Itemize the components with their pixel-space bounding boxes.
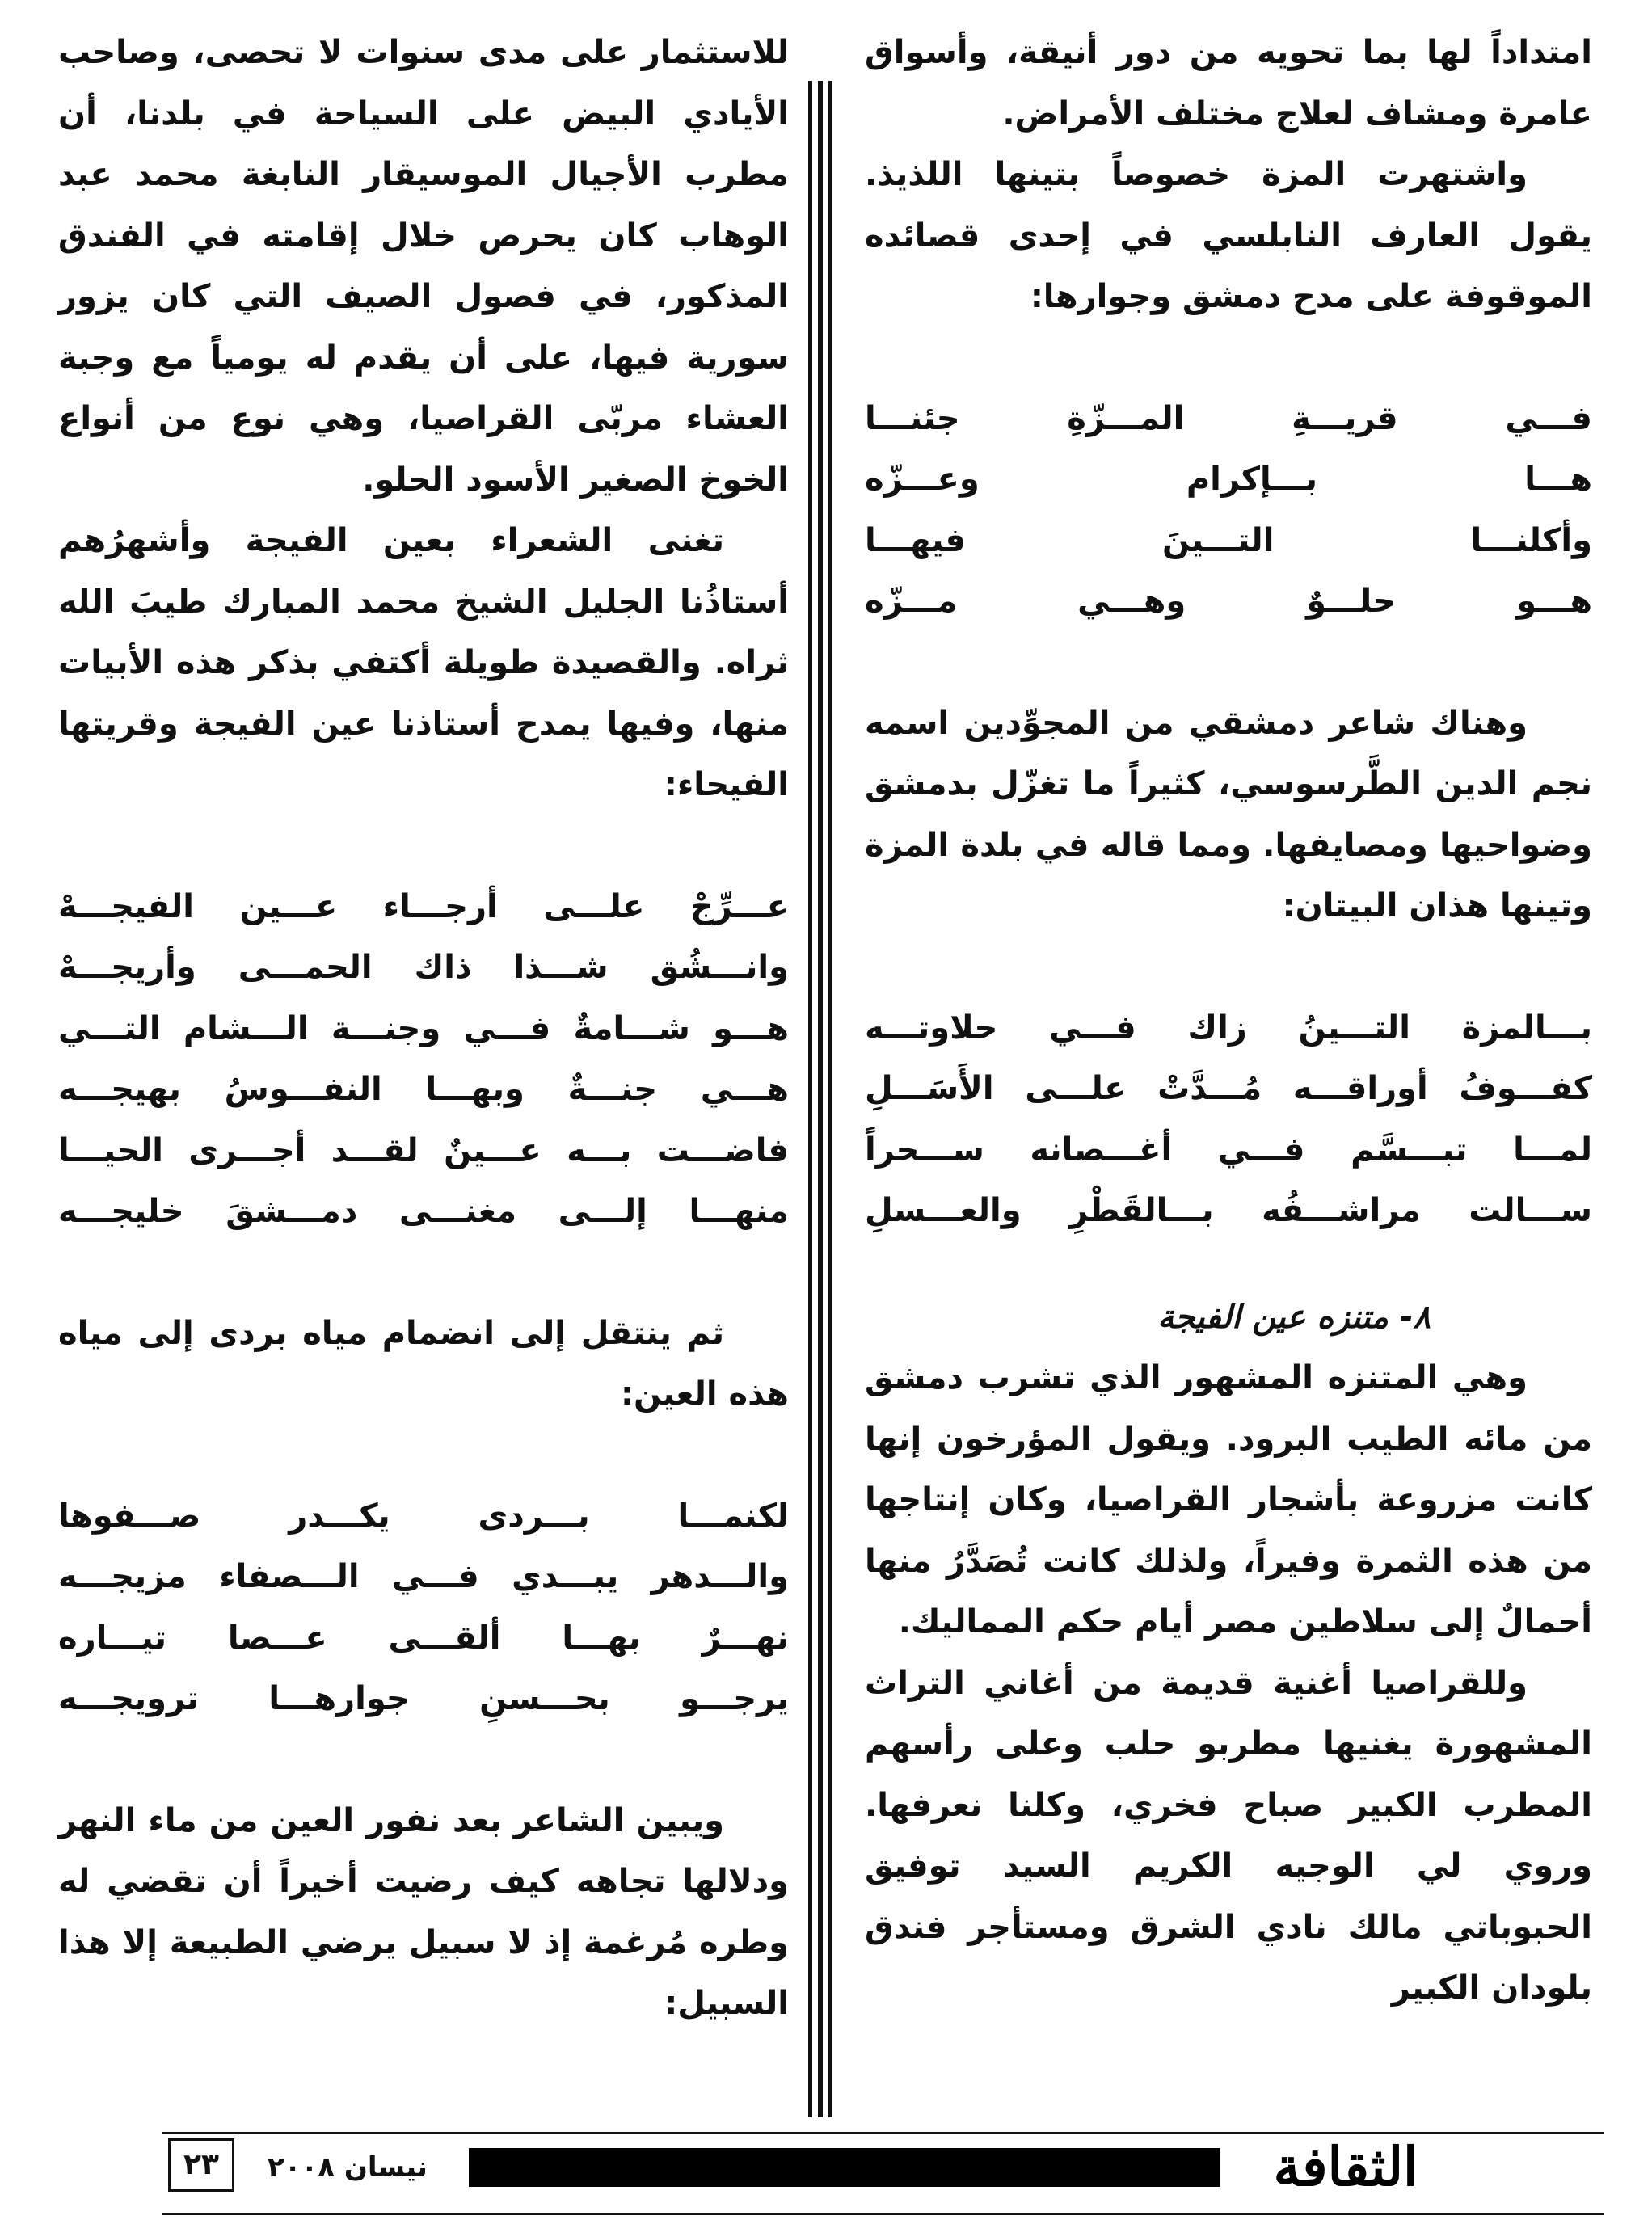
poem-line: لكنمـــا بـــردى يكـــدر صـــفوها [58,1497,789,1535]
poem [865,389,1592,633]
footer-bar [469,2148,1220,2187]
divider-line [808,81,812,2117]
spacer [58,1730,789,1791]
poem-line: ســـالت مراشـــفُه بـــالقَطْرِ والعـــسلِ [865,1192,1592,1229]
poem-line: نهـــرٌ بهـــا ألقـــى عـــصا تيـــاره [58,1619,789,1657]
text-column-left [58,23,789,2035]
issue-date: نيسان ٢٠٠٨ [268,2151,428,2184]
paragraph: تغنى الشعراء بعين الفيجة وأشهرُهم أستاذُنا الجليل الشيخ محمد المبارك طيبَ الله ثراه. والقصيدة طويلة أكتفي بذكر هذه الأبيات منها، وفيها يمدح أستاذنا عين الفيجة وقريتها الفيحاء: [58,522,789,803]
paragraph: وهي المتنزه المشهور الذي تشرب دمشق من مائه الطيب البرود. ويقول المؤرخون إنها كانت مزروعة بأشجار القراصيا، وكان إنتاجها من هذه الثمرة وفيراً، ولذلك كانت تُصَدَّرُ منها أحمالٌ إلى سلاطين مصر أيام حكم المماليك. [865,1359,1592,1641]
poem-line: منهـــا إلـــى مغنـــى دمـــشقَ خليجـــه [58,1193,789,1230]
divider-line [818,81,823,2117]
poem-line: هـــو شـــامةٌ فـــي وجنـــة الـــشام التـــي [58,1009,789,1047]
text-column-right [865,23,1592,2020]
poem-line: لمـــا تبـــسَّم فـــي أغـــصانه ســـحراً [865,1131,1592,1169]
poem-line: هـــا بـــإكرام وعـــزّه [865,461,1592,498]
poem-line: هـــي جنـــةٌ وبهـــا النفـــوسُ بهيجـــه [58,1071,789,1108]
page-footer [0,2117,1652,2224]
paragraph: امتداداً لها بما تحويه من دور أنيقة، وأسواق عامرة ومشاف لعلاج مختلف الأمراض. [865,34,1592,133]
paragraph: للاستثمار على مدى سنوات لا تحصى، وصاحب الأيادي البيض على السياحة في بلدنا، أن مطرب الأجيال الموسيقار النابغة محمد عبد الوهاب كان يحرص خلال إقامته في الفندق المذكور، في فصول الصيف التي كان يزور سورية فيها، على أن يقدم له يومياً مع وجبة العشاء مربّى القراصيا، وهي نوع من أنواع الخوخ الصغير الأسود الحلو. [58,34,789,499]
spacer [865,937,1592,998]
spacer [865,328,1592,389]
divider-line [828,81,832,2117]
paragraph: ثم ينتقل إلى انضمام مياه بردى إلى مياه هذه العين: [58,1314,789,1413]
poem-line: فاضـــت بـــه عـــينٌ لقـــد أجـــرى الحيـــا [58,1131,789,1169]
poem-line: بـــالمزة التـــينُ زاك فـــي حلاوتـــه [865,1009,1592,1047]
page-number: ٢٣ [168,2138,234,2192]
column-divider [808,81,832,2117]
section-heading: ٨- متنزه عين الفيجة [1157,1298,1431,1336]
poem-line: كفـــوفُ أوراقـــه مُـــدَّتْ علـــى الأَسَـــلِ [865,1070,1592,1107]
paragraph: ويبين الشاعر بعد نفور العين من ماء النهر ودلالها تجاهه كيف رضيت أخيراً أن تقضي له وطره مُرغمة إذ لا سبيل يرضي الطبيعة إلا هذا السبيل: [58,1801,789,2022]
paragraph: وهناك شاعر دمشقي من المجوِّدين اسمه نجم الدين الطَّرسوسي، كثيراً ما تغزّل بدمشق وضواحيها ومصايفها. ومما قاله في بلدة المزة وتينها هذان البيتان: [865,704,1592,925]
poem-line: والـــدهر يبـــدي فـــي الـــصفاء مزيجـــه [58,1558,789,1595]
poem-line: عـــرِّجْ علـــى أرجـــاء عـــين الفيجـــهْ [58,887,789,925]
spacer [58,1243,789,1304]
spacer [865,1242,1592,1287]
poem-line: فـــي قريـــةِ المـــزّةِ جئنـــا [865,399,1592,437]
poem-line: يرجـــو بحـــسنِ جوارهـــا ترويجـــه [58,1680,789,1717]
poem [58,877,789,1243]
poem-line: هـــو حلـــوٌ وهـــي مـــزّه [865,583,1592,620]
paragraph: واشتهرت المزة خصوصاً بتينها اللذيذ. يقول العارف النابلسي في إحدى قصائده الموقوفة على مدح دمشق وجوارها: [865,156,1592,315]
paragraph: وللقراصيا أغنية قديمة من أغاني التراث المشهورة يغنيها مطربو حلب وعلى رأسهم المطرب الكبير صباح فخري، وكلنا نعرفها. وروي لي الوجيه الكريم السيد توفيق الحبوباتي مالك نادي الشرق ومستأجر فندق بلودان الكبير [865,1664,1592,2007]
footer-rule [162,2213,1604,2215]
poem-line: وأكلنـــا التـــينَ فيهـــا [865,521,1592,559]
spacer [58,1426,789,1486]
footer-rule [162,2132,1604,2134]
poem [58,1486,789,1730]
poem-line: وانـــشُق شـــذا ذاك الحمـــى وأريجـــهْ [58,949,789,986]
spacer [58,816,789,877]
spacer [865,633,1592,693]
magazine-logo: الثقافة [1273,2135,1418,2198]
poem [865,998,1592,1242]
